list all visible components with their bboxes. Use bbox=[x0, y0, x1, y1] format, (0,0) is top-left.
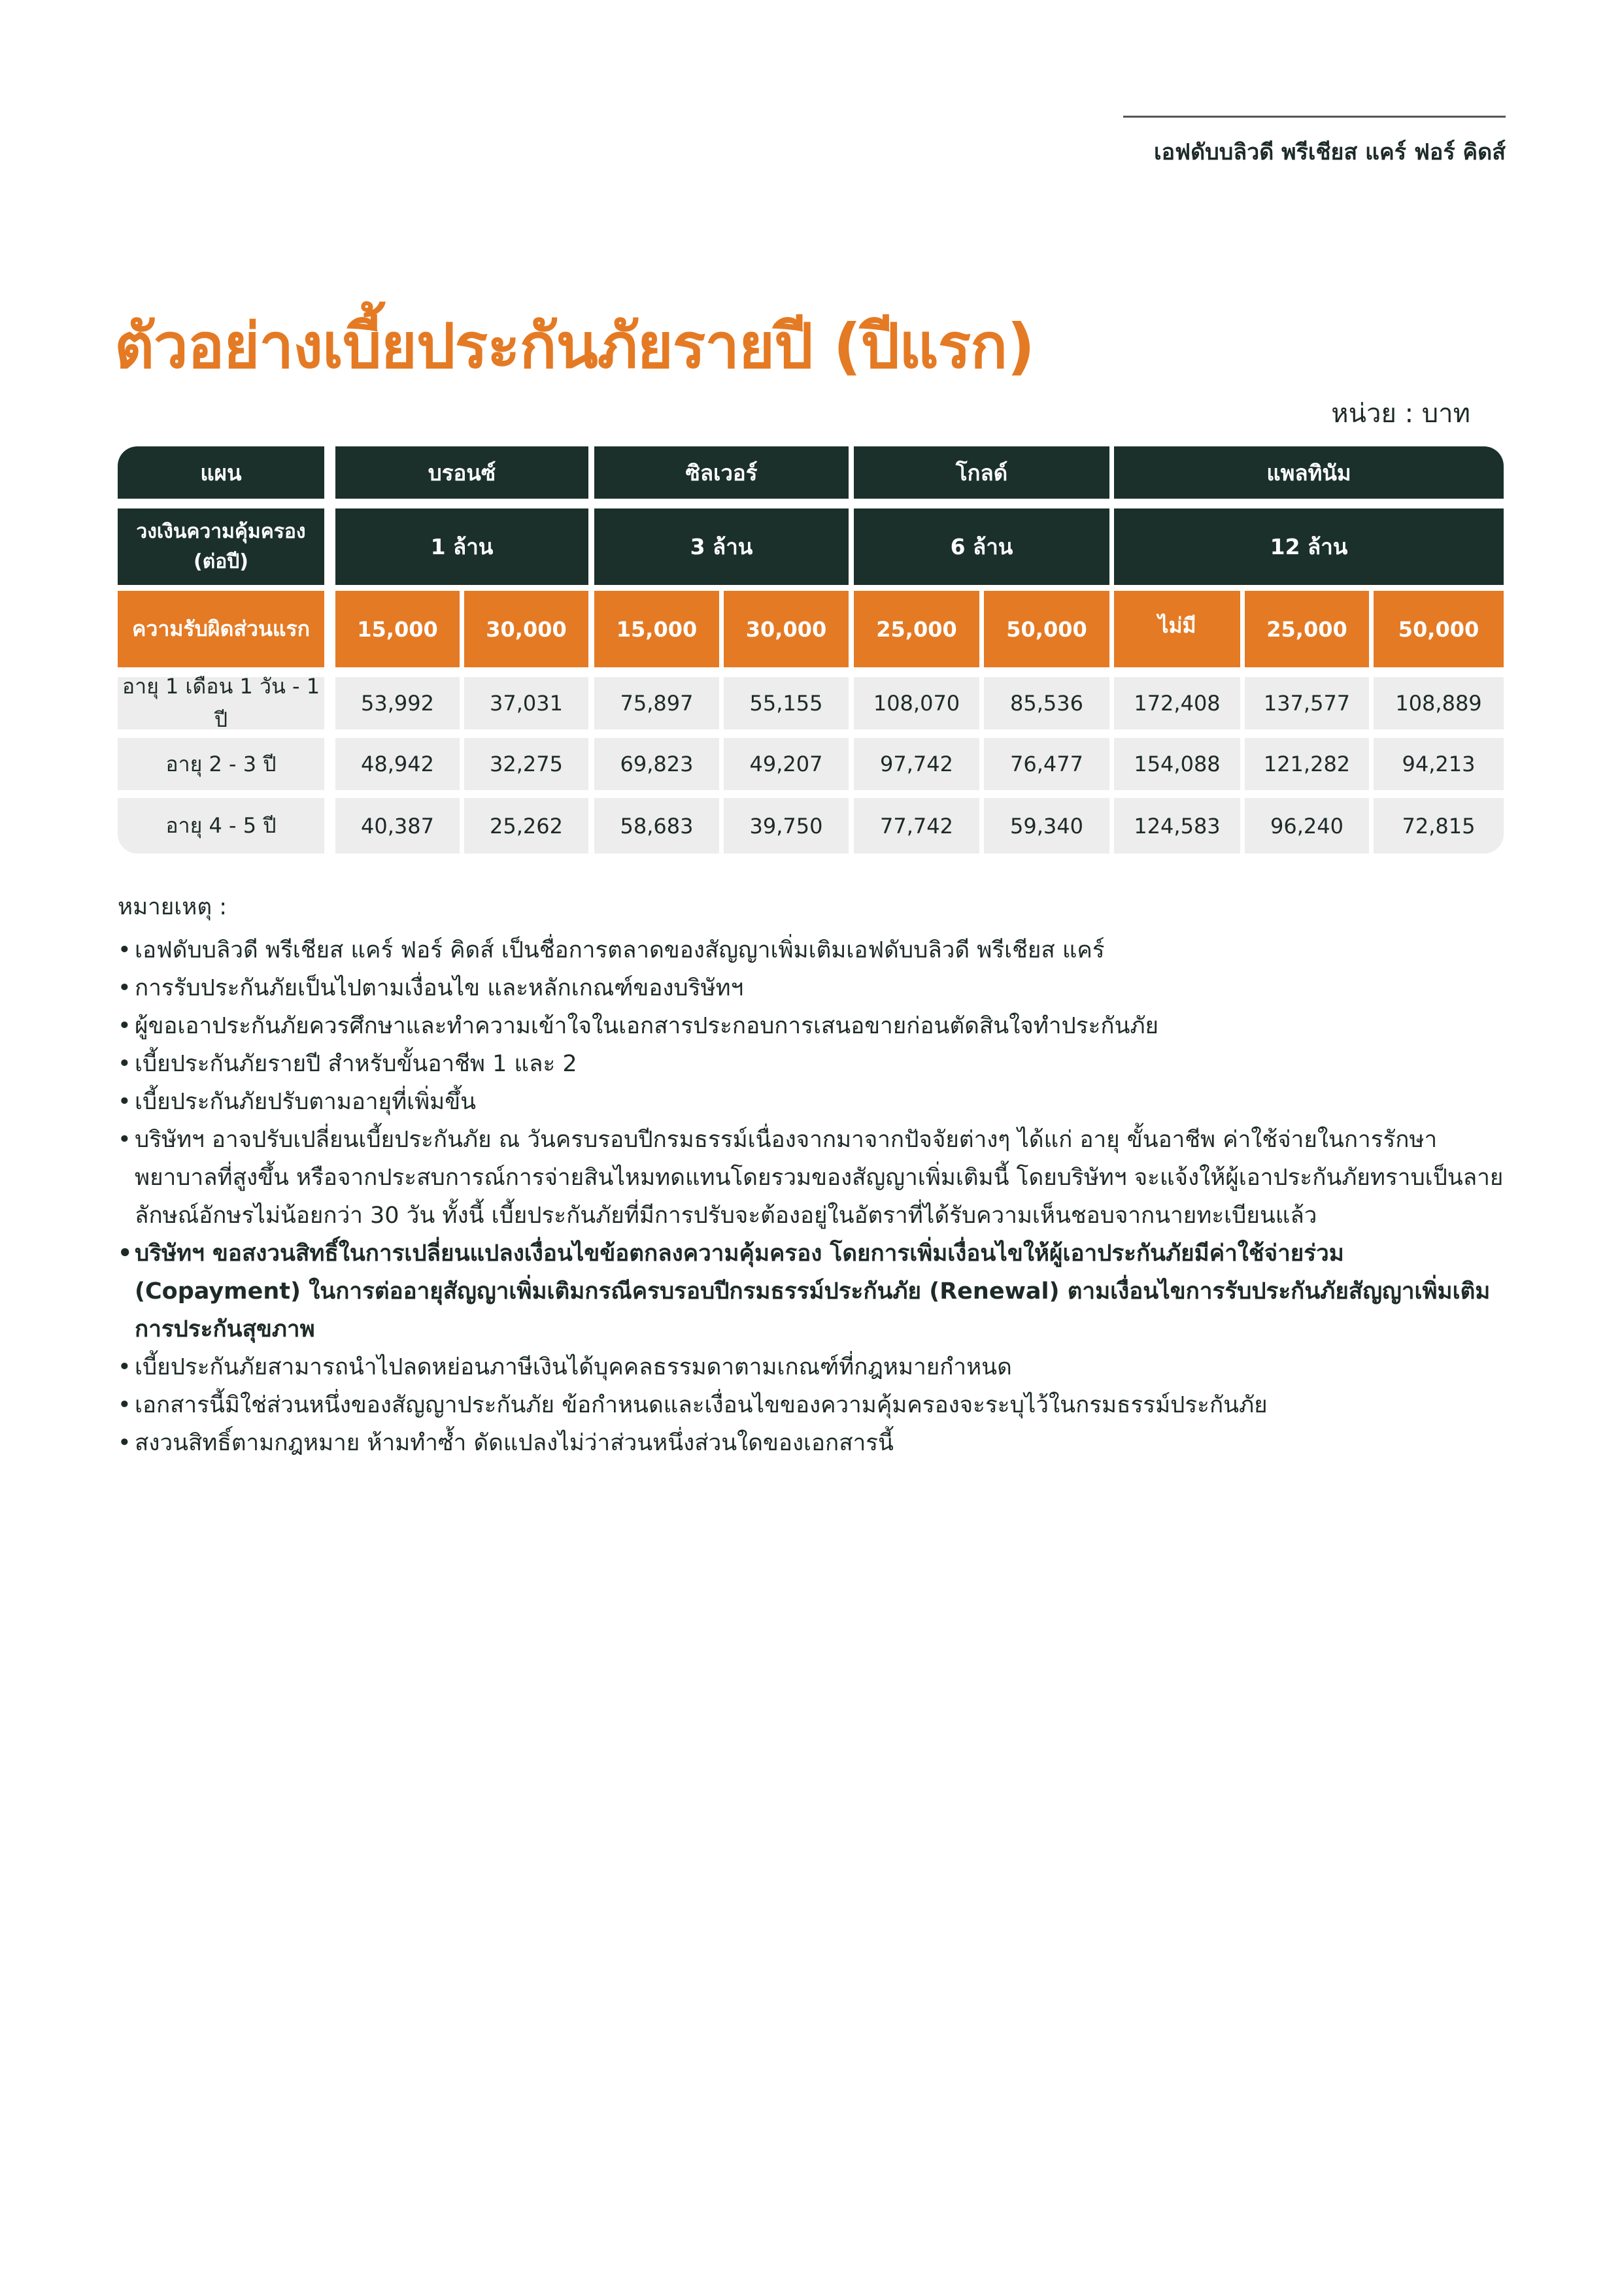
deductible-cell: ไม่มี bbox=[1114, 591, 1240, 667]
note-item: • สงวนสิทธิ์ตามกฎหมาย ห้ามทำซ้ำ ดัดแปลงไม่ว่าส่วนหนึ่งส่วนใดของเอกสารนี้ bbox=[118, 1424, 1517, 1462]
deductible-cell: 50,000 bbox=[984, 591, 1109, 667]
premium-cell: 72,815 bbox=[1374, 798, 1504, 854]
coverage-cell: 6 ล้าน bbox=[854, 508, 1109, 585]
premium-cell: 108,070 bbox=[854, 677, 979, 729]
page-title: ตัวอย่างเบี้ยประกันภัยรายปี (ปีแรก) bbox=[114, 311, 1035, 382]
coverage-cell: 1 ล้าน bbox=[335, 508, 588, 585]
deductible-cell: 50,000 bbox=[1374, 591, 1504, 667]
premium-cell: 49,207 bbox=[724, 738, 849, 790]
notes-section bbox=[118, 889, 1517, 1462]
coverage-label-line1: วงเงินความคุ้มครอง bbox=[136, 520, 306, 543]
coverage-cell: 12 ล้าน bbox=[1114, 508, 1504, 585]
header-rule bbox=[1123, 116, 1506, 118]
note-item: • เบี้ยประกันภัยสามารถนำไปลดหย่อนภาษีเงินได้บุคคลธรรมดาตามเกณฑ์ที่กฎหมายกำหนด bbox=[118, 1348, 1517, 1386]
premium-cell: 55,155 bbox=[724, 677, 849, 729]
premium-cell: 77,742 bbox=[854, 798, 979, 854]
premium-cell: 137,577 bbox=[1245, 677, 1369, 729]
deductible-cell: 15,000 bbox=[335, 591, 460, 667]
premium-cell: 94,213 bbox=[1374, 738, 1504, 790]
note-item: • บริษัทฯ อาจปรับเปลี่ยนเบี้ยประกันภัย ณ วันครบรอบปีกรมธรรม์เนื่องจากมาจากปัจจัยต่างๆ ได้แก่ อายุ ขั้นอาชีพ ค่าใช้จ่ายในการรักษาพยาบาลที่สูงขึ้น หรือจากประสบการณ์การจ่ายสินไหมทดแทนโดยรวมของสัญญาเพิ่มเติมนี้ โดยบริษัทฯ จะแจ้งให้ผู้เอาประกันภัยทราบเป็นลายลักษณ์อักษรไม่น้อยกว่า 30 วัน ทั้งนี้ เบี้ยประกันภัยที่มีการปรับจะต้องอยู่ในอัตราที่ได้รับความเห็นชอบจากนายทะเบียนแล้ว bbox=[118, 1121, 1517, 1235]
deductible-cell: 25,000 bbox=[854, 591, 979, 667]
premium-cell: 32,275 bbox=[464, 738, 588, 790]
premium-cell: 124,583 bbox=[1114, 798, 1240, 854]
premium-cell: 37,031 bbox=[464, 677, 588, 729]
premium-cell: 108,889 bbox=[1374, 677, 1504, 729]
premium-cell: 75,897 bbox=[594, 677, 719, 729]
premium-cell: 25,262 bbox=[464, 798, 588, 854]
premium-cell: 40,387 bbox=[335, 798, 460, 854]
age-band-label: อายุ 2 - 3 ปี bbox=[118, 738, 324, 790]
premium-cell: 69,823 bbox=[594, 738, 719, 790]
plan-header-cell: ซิลเวอร์ bbox=[594, 446, 849, 499]
premium-table bbox=[118, 446, 1504, 854]
unit-label: หน่วย : บาท bbox=[1331, 399, 1470, 429]
plan-header-cell: โกลด์ bbox=[854, 446, 1109, 499]
premium-cell: 48,942 bbox=[335, 738, 460, 790]
age-band-label: อายุ 1 เดือน 1 วัน - 1 ปี bbox=[118, 677, 324, 729]
note-item: • ผู้ขอเอาประกันภัยควรศึกษาและทำความเข้าใจในเอกสารประกอบการเสนอขายก่อนตัดสินใจทำประกันภัย bbox=[118, 1007, 1517, 1045]
premium-cell: 58,683 bbox=[594, 798, 719, 854]
note-item: • เบี้ยประกันภัยปรับตามอายุที่เพิ่มขึ้น bbox=[118, 1083, 1517, 1121]
note-item: • การรับประกันภัยเป็นไปตามเงื่อนไข และหลักเกณฑ์ของบริษัทฯ bbox=[118, 969, 1517, 1007]
premium-cell: 85,536 bbox=[984, 677, 1109, 729]
premium-cell: 53,992 bbox=[335, 677, 460, 729]
premium-cell: 121,282 bbox=[1245, 738, 1369, 790]
note-item: • เอฟดับบลิวดี พรีเชียส แคร์ ฟอร์ คิดส์ เป็นชื่อการตลาดของสัญญาเพิ่มเติมเอฟดับบลิวดี พรีเชียส แคร์ bbox=[118, 931, 1517, 969]
deductible-cell: 25,000 bbox=[1245, 591, 1369, 667]
deductible-cell: 30,000 bbox=[464, 591, 588, 667]
deductible-cell: 15,000 bbox=[594, 591, 719, 667]
notes-title: หมายเหตุ : bbox=[118, 894, 227, 920]
deductible-cell: 30,000 bbox=[724, 591, 849, 667]
plan-header-cell: บรอนซ์ bbox=[335, 446, 588, 499]
premium-cell: 154,088 bbox=[1114, 738, 1240, 790]
deductible-header-label: ความรับผิดส่วนแรก bbox=[118, 591, 324, 667]
coverage-header-label bbox=[118, 508, 324, 585]
coverage-cell: 3 ล้าน bbox=[594, 508, 849, 585]
coverage-label-line2: (ต่อปี) bbox=[194, 550, 248, 573]
premium-cell: 172,408 bbox=[1114, 677, 1240, 729]
premium-cell: 96,240 bbox=[1245, 798, 1369, 854]
premium-cell: 76,477 bbox=[984, 738, 1109, 790]
document-product-name: เอฟดับบลิวดี พรีเชียส แคร์ ฟอร์ คิดส์ bbox=[1153, 139, 1506, 165]
note-item: • เอกสารนี้มิใช่ส่วนหนึ่งของสัญญาประกันภัย ข้อกำหนดและเงื่อนไขของความคุ้มครองจะระบุไว้ในกรมธรรม์ประกันภัย bbox=[118, 1386, 1517, 1424]
notes-list bbox=[118, 931, 1517, 1462]
plan-header-label: แผน bbox=[118, 446, 324, 499]
premium-cell: 39,750 bbox=[724, 798, 849, 854]
age-band-label: อายุ 4 - 5 ปี bbox=[118, 798, 324, 854]
note-item: • เบี้ยประกันภัยรายปี สำหรับขั้นอาชีพ 1 และ 2 bbox=[118, 1045, 1517, 1083]
premium-cell: 97,742 bbox=[854, 738, 979, 790]
premium-cell: 59,340 bbox=[984, 798, 1109, 854]
plan-header-cell: แพลทินัม bbox=[1114, 446, 1504, 499]
note-item: • บริษัทฯ ขอสงวนสิทธิ์ในการเปลี่ยนแปลงเงื่อนไขข้อตกลงความคุ้มครอง โดยการเพิ่มเงื่อนไขให้ผู้เอาประกันภัยมีค่าใช้จ่ายร่วม (Copayment) ในการต่ออายุสัญญาเพิ่มเติมกรณีครบรอบปีกรมธรรม์ประกันภัย (Renewal) ตามเงื่อนไขการรับประกันภัยสัญญาเพิ่มเติมการประกันสุขภาพ bbox=[118, 1235, 1517, 1348]
